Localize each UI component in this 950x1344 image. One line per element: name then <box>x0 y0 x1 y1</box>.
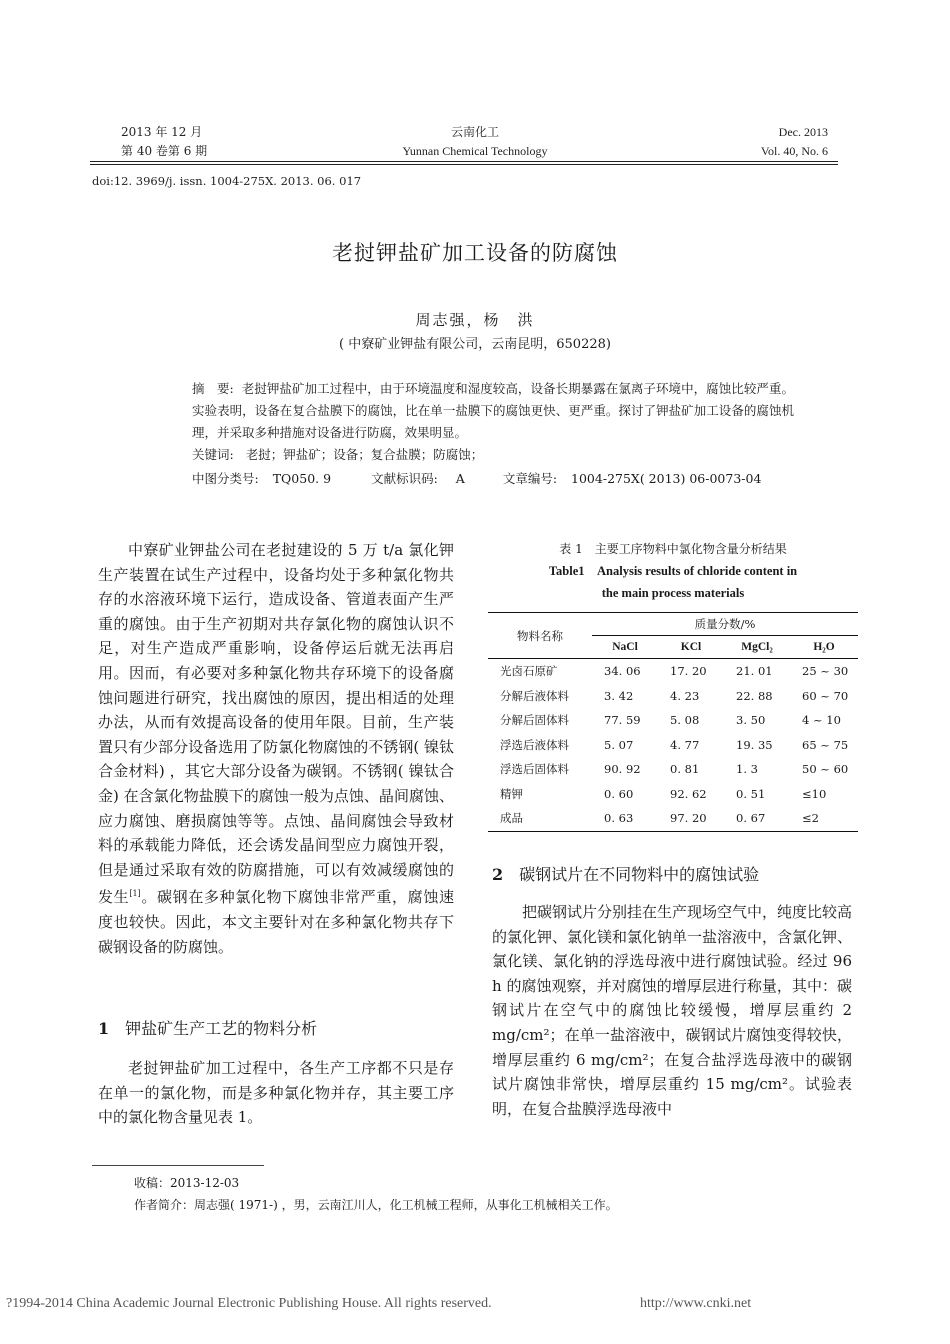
footnote-rule <box>92 1165 264 1166</box>
table-cell-name: 成品 <box>500 811 523 826</box>
section1-number: 1 <box>98 1019 110 1038</box>
table-cell-name: 分解后固体料 <box>500 713 569 728</box>
keywords-line <box>192 444 794 466</box>
table-cell-value: 77. 59 <box>604 713 641 728</box>
table-cell-value: 92. 62 <box>670 786 707 801</box>
received-date: 收稿：2013-12-03 <box>134 1176 240 1190</box>
section2-paragraph: 把碳钢试片分别挂在生产现场空气中，纯度比较高的氯化钾、氯化镁和氯化钠单一盐溶液中，含氯化钾、氯化镁、氯化钠的浮选母液中进行腐蚀试验。经过 96 h 的腐蚀观察，并对腐蚀的增厚层进行称量，其中：碳钢试片在空气中的腐蚀比较缓慢，增厚层重约 2 mg/cm²；在单一盐溶液中，碳钢试片腐蚀变得较快，增厚层重约 6 mg/cm²；在复合盐浮选母液中的碳钢试片腐蚀非常快，增厚层重约 15 mg/cm²。试验表明，在复合盐膜浮选母液中 <box>492 903 853 1118</box>
author-bio: 作者简介：周志强( 1971-) ，男，云南江川人，化工机械工程师，从事化工机械相关工作。 <box>134 1198 618 1212</box>
intro-paragraph <box>98 538 454 959</box>
table-cell-value: 0. 60 <box>604 786 634 801</box>
abstract <box>192 378 794 444</box>
citation-ref: [1] <box>129 889 141 899</box>
table-cell-name: 浮选后液体料 <box>500 737 569 752</box>
cnki-link[interactable]: http://www.cnki.net <box>640 1296 752 1311</box>
keywords: 老挝；钾盐矿；设备；复合盐膜；防腐蚀； <box>245 447 484 462</box>
journal-name-cn: 云南化工 <box>450 125 499 139</box>
table-cell-name: 浮选后固体料 <box>500 762 569 777</box>
header-rule <box>90 161 838 162</box>
header-date: 2013 年 12 月 <box>121 125 203 139</box>
table1-col-name: 物料名称 <box>488 613 592 659</box>
article-title: 老挝钾盐矿加工设备的防腐蚀 <box>332 241 618 265</box>
section1-title: 钾盐矿生产工艺的物料分析 <box>125 1019 318 1038</box>
section1-heading <box>98 1016 454 1039</box>
table-cell-value: 0. 51 <box>736 786 766 801</box>
clc-value: TQ050. 9 <box>272 471 332 486</box>
table1-caption-en-2: the main process materials <box>601 586 745 600</box>
table-cell-value: 25 ~ 30 <box>802 664 849 679</box>
table1 <box>488 612 858 832</box>
table-cell-value: 60 ~ 70 <box>802 688 849 703</box>
table-cell-value: 4. 77 <box>670 737 700 752</box>
table-cell-name: 光卤石原矿 <box>500 664 558 679</box>
doi: doi:12. 3969/j. issn. 1004-275X. 2013. 06. 017 <box>92 174 362 188</box>
table1-captions <box>488 538 858 604</box>
table-cell-name: 精钾 <box>500 786 523 801</box>
table-cell-value: 5. 07 <box>604 737 634 752</box>
table-cell-value: ≤2 <box>802 811 819 826</box>
doc-code-value: A <box>455 471 465 486</box>
classification-line <box>192 468 794 490</box>
table-cell-value: 90. 92 <box>604 762 641 777</box>
table-cell-value: 65 ~ 75 <box>802 737 849 752</box>
table1-col-mgcl2: MgCl₂ <box>724 636 790 659</box>
table-cell-value: 34. 06 <box>604 664 641 679</box>
table-cell-value: ≤10 <box>802 786 827 801</box>
keywords-label: 关键词: <box>192 447 234 462</box>
table-cell-value: 3. 50 <box>736 713 766 728</box>
table-row <box>488 782 858 807</box>
table-cell-value: 21. 01 <box>736 664 773 679</box>
section2-heading <box>492 862 852 885</box>
doc-code-label: 文献标识码: <box>371 471 438 486</box>
table-cell-value: 0. 81 <box>670 762 700 777</box>
left-column <box>98 538 454 959</box>
header-volume-en: Vol. 40, No. 6 <box>760 144 828 158</box>
article-no-value: 1004-275X( 2013) 06-0073-04 <box>571 471 762 486</box>
authors: 周志强，杨 洪 <box>415 311 535 329</box>
section1-body <box>98 1056 454 1130</box>
table-row <box>488 708 858 733</box>
header-rule-2 <box>90 164 838 165</box>
table-row <box>488 733 858 758</box>
copyright-notice: ?1994-2014 China Academic Journal Electronic Publishing House. All rights reserved. <box>6 1296 492 1311</box>
table-cell-value: 3. 42 <box>604 688 634 703</box>
table-cell-value: 0. 67 <box>736 811 766 826</box>
table-row <box>488 684 858 709</box>
section2-title: 碳钢试片在不同物料中的腐蚀试验 <box>519 865 760 884</box>
table-row <box>488 806 858 831</box>
table-row <box>488 757 858 782</box>
abstract-label: 摘 要: <box>192 381 234 396</box>
intro-text-b: 。碳钢在多种氯化物下腐蚀非常严重，腐蚀速度也较快。因此，本文主要针对在多种氯化物共存下碳钢设备的防腐蚀。 <box>98 888 454 956</box>
table1-col-h2o: H₂O <box>790 636 858 659</box>
section2-number: 2 <box>492 865 504 884</box>
section2-body <box>492 900 852 1121</box>
table-cell-value: 4. 23 <box>670 688 700 703</box>
intro-text-a: 中寮矿业钾盐公司在老挝建设的 5 万 t/a 氯化钾生产装置在试生产过程中，设备均处于多种氯化物共存的水溶液环境下运行，造成设备、管道表面产生严重的腐蚀。由于生产初期对共存氯化物的腐蚀认识不足，对生产造成严重影响，设备停运后就无法再启用。因而，有必要对多种氯化物共存环境下的设备腐蚀问题进行研究，找出腐蚀的原因，提出相适的处理办法，从而有效提高设备的使用年限。目前，生产装置只有少部分设备选用了防氯化物腐蚀的不锈钢( 镍钛合金材料) ，其它大部分设备为碳钢。不锈钢( 镍钛合金) 在含氯化物盐膜下的腐蚀一般为点蚀、晶间腐蚀、应力腐蚀、磨损腐蚀等等。点蚀、晶间腐蚀会导致材料的承载能力降低，还会诱发晶间型应力腐蚀开裂，但是通过采取有效的防腐措施，可以有效减缓腐蚀的发生 <box>98 541 454 907</box>
affiliation: ( 中寮矿业钾盐有限公司，云南昆明，650228) <box>339 337 611 352</box>
table1-col-group: 质量分数/% <box>592 613 858 636</box>
article-no-label: 文章编号: <box>502 471 558 486</box>
table-cell-value: 1. 3 <box>736 762 758 777</box>
table-cell-value: 97. 20 <box>670 811 707 826</box>
table-cell-value: 19. 35 <box>736 737 773 752</box>
table-row <box>488 659 858 684</box>
clc-label: 中图分类号: <box>192 471 259 486</box>
table-cell-value: 22. 88 <box>736 688 773 703</box>
table-cell-value: 0. 63 <box>604 811 634 826</box>
table1-caption-en-1: Table1 Analysis results of chloride content in <box>548 564 798 578</box>
table1-caption-cn: 表 1 主要工序物料中氯化物含量分析结果 <box>559 542 787 556</box>
header-volume-cn: 第 40 卷第 6 期 <box>121 144 208 158</box>
table1-col-nacl: NaCl <box>592 636 658 659</box>
abstract-text: 老挝钾盐矿加工过程中，由于环境温度和湿度较高，设备长期暴露在氯离子环境中，腐蚀比较严重。实验表明，设备在复合盐膜下的腐蚀，比在单一盐膜下的腐蚀更快、更严重。探讨了钾盐矿加工设备的腐蚀机理，并采取多种措施对设备进行防腐，效果明显。 <box>192 381 794 440</box>
journal-name-en: Yunnan Chemical Technology <box>402 144 548 158</box>
section1-paragraph: 老挝钾盐矿加工过程中，各生产工序都不只是存在单一的氯化物，而是多种氯化物并存，其主要工序中的氯化物含量见表 1。 <box>98 1059 454 1127</box>
table-cell-value: 4 ~ 10 <box>802 713 841 728</box>
table-cell-name: 分解后液体料 <box>500 688 569 703</box>
table-cell-value: 50 ~ 60 <box>802 762 849 777</box>
table-cell-value: 17. 20 <box>670 664 707 679</box>
table-cell-value: 5. 08 <box>670 713 700 728</box>
header-date-en: Dec. 2013 <box>778 125 828 139</box>
table1-col-kcl: KCl <box>658 636 724 659</box>
